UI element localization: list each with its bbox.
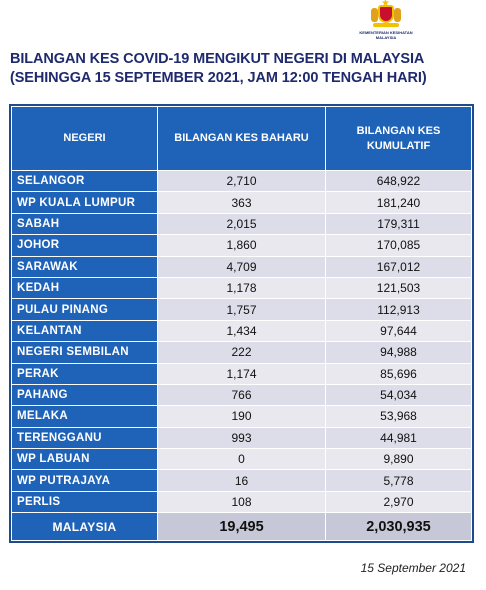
table-row — [12, 470, 472, 491]
state-cell: SELANGOR — [12, 171, 158, 192]
table-row — [12, 427, 472, 448]
header-state: NEGERI — [12, 107, 158, 171]
cumulative-cases-cell: 648,922 — [326, 171, 472, 192]
ministry-name: KEMENTERIAN KESIHATAN MALAYSIA — [359, 30, 413, 40]
state-cell: WP PUTRAJAYA — [12, 470, 158, 491]
cumulative-cases-cell: 179,311 — [326, 213, 472, 234]
state-cell: TERENGGANU — [12, 427, 158, 448]
state-cell: KELANTAN — [12, 320, 158, 341]
cumulative-cases-cell: 167,012 — [326, 256, 472, 277]
title-line-2: (SEHINGGA 15 SEPTEMBER 2021, JAM 12:00 TENGAH HARI) — [10, 70, 427, 86]
state-cell: MELAKA — [12, 406, 158, 427]
state-cell: PERAK — [12, 363, 158, 384]
state-cell: JOHOR — [12, 235, 158, 256]
new-cases-cell: 0 — [158, 449, 326, 470]
table-row — [12, 235, 472, 256]
table-row — [12, 384, 472, 405]
table-row — [12, 406, 472, 427]
table-row — [12, 192, 472, 213]
state-cell: KEDAH — [12, 277, 158, 298]
cumulative-cases-cell: 5,778 — [326, 470, 472, 491]
new-cases-cell: 1,178 — [158, 277, 326, 298]
new-cases-cell: 1,757 — [158, 299, 326, 320]
cumulative-cases-cell: 97,644 — [326, 320, 472, 341]
table-row — [12, 213, 472, 234]
new-cases-cell: 766 — [158, 384, 326, 405]
cumulative-cases-cell: 54,034 — [326, 384, 472, 405]
table-row — [12, 299, 472, 320]
state-cell: PULAU PINANG — [12, 299, 158, 320]
total-new-cases-cell: 19,495 — [158, 513, 326, 541]
new-cases-cell: 16 — [158, 470, 326, 491]
ministry-logo — [357, 2, 415, 50]
cumulative-cases-cell: 44,981 — [326, 427, 472, 448]
state-cell: SABAH — [12, 213, 158, 234]
total-cumulative-cell: 2,030,935 — [326, 513, 472, 541]
title-band — [0, 50, 486, 94]
new-cases-cell: 363 — [158, 192, 326, 213]
cumulative-cases-cell: 112,913 — [326, 299, 472, 320]
header-cumulative-cases: BILANGAN KES KUMULATIF — [326, 107, 472, 171]
new-cases-cell: 4,709 — [158, 256, 326, 277]
state-cell: WP KUALA LUMPUR — [12, 192, 158, 213]
new-cases-cell: 1,860 — [158, 235, 326, 256]
table-body — [12, 171, 472, 541]
state-cell: WP LABUAN — [12, 449, 158, 470]
new-cases-cell: 2,015 — [158, 213, 326, 234]
new-cases-cell: 1,174 — [158, 363, 326, 384]
table-row — [12, 342, 472, 363]
report-date: 15 September 2021 — [360, 561, 466, 575]
state-cell: NEGERI SEMBILAN — [12, 342, 158, 363]
new-cases-cell: 2,710 — [158, 171, 326, 192]
table-row — [12, 277, 472, 298]
state-cell: PERLIS — [12, 491, 158, 512]
cumulative-cases-cell: 9,890 — [326, 449, 472, 470]
table-header-row — [12, 107, 472, 171]
table-row — [12, 171, 472, 192]
total-label-cell: MALAYSIA — [12, 513, 158, 541]
cumulative-cases-cell: 53,968 — [326, 406, 472, 427]
table-row — [12, 449, 472, 470]
cumulative-cases-cell: 121,503 — [326, 277, 472, 298]
new-cases-cell: 108 — [158, 491, 326, 512]
title-line-1: BILANGAN KES COVID-19 MENGIKUT NEGERI DI MALAYSIA — [10, 51, 425, 67]
table-row — [12, 256, 472, 277]
cases-table — [9, 104, 474, 543]
new-cases-cell: 222 — [158, 342, 326, 363]
new-cases-cell: 1,434 — [158, 320, 326, 341]
state-cell: PAHANG — [12, 384, 158, 405]
state-cell: SARAWAK — [12, 256, 158, 277]
cumulative-cases-cell: 181,240 — [326, 192, 472, 213]
cumulative-cases-cell: 85,696 — [326, 363, 472, 384]
table-row — [12, 491, 472, 512]
table-row — [12, 363, 472, 384]
new-cases-cell: 190 — [158, 406, 326, 427]
cumulative-cases-cell: 94,988 — [326, 342, 472, 363]
total-row — [12, 513, 472, 541]
malaysia-crest-icon — [371, 2, 401, 28]
cumulative-cases-cell: 2,970 — [326, 491, 472, 512]
new-cases-cell: 993 — [158, 427, 326, 448]
table-row — [12, 320, 472, 341]
cumulative-cases-cell: 170,085 — [326, 235, 472, 256]
header-new-cases: BILANGAN KES BAHARU — [158, 107, 326, 171]
